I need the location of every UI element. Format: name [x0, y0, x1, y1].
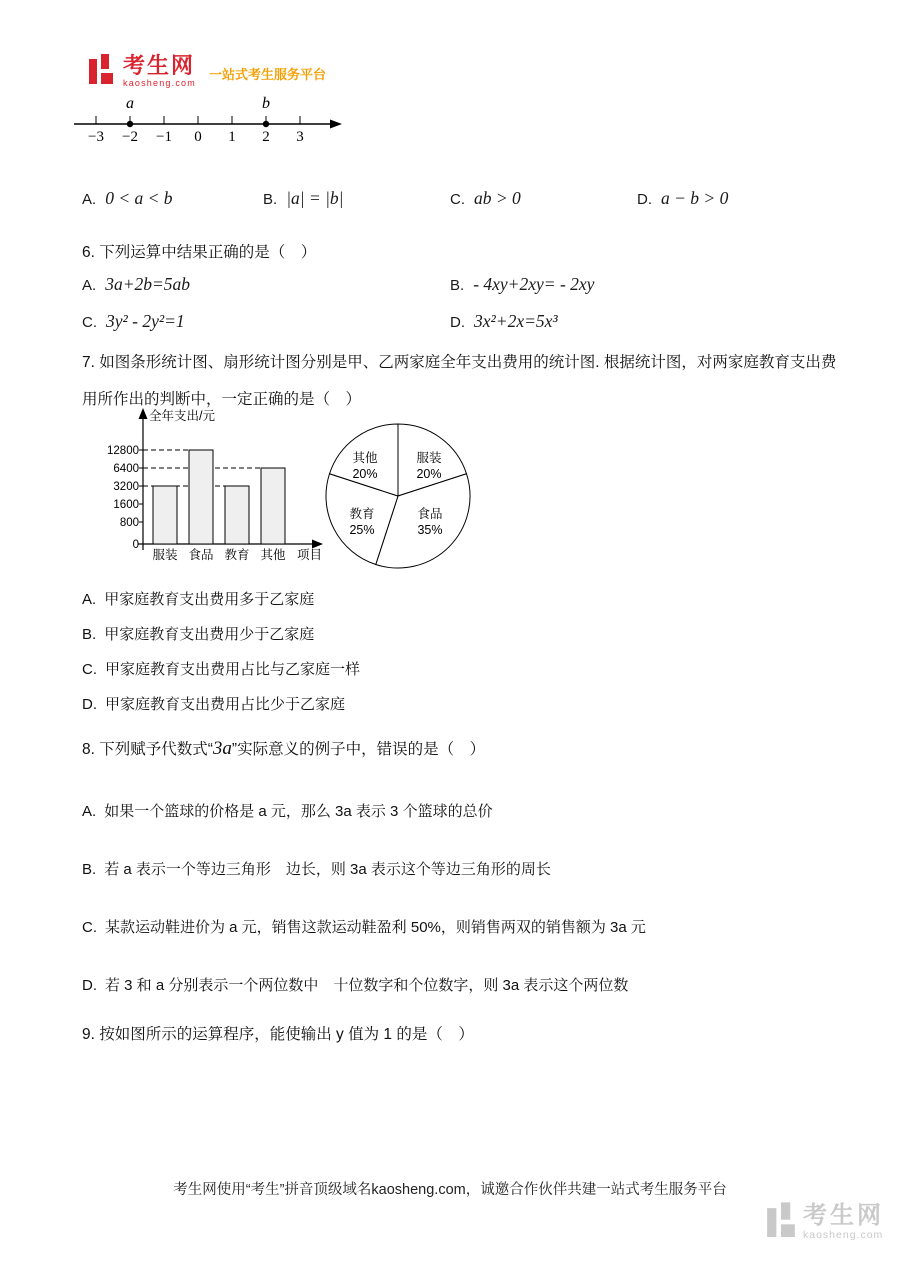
q7-option-b: B. 甲家庭教育支出费用少于乙家庭: [82, 626, 315, 643]
q6-option-d: D. 3x²+2x=5x³: [450, 311, 558, 331]
axis-arrow-icon: [330, 120, 342, 129]
watermark-site-name: 考生网: [803, 1202, 884, 1230]
bar-fuzhuang: [153, 486, 177, 544]
pie-chart-figure: [298, 404, 498, 589]
pie-value-shipin: 35%: [417, 523, 443, 537]
kaosheng-logo[interactable]: [88, 54, 326, 88]
y-tick-label: 0: [132, 539, 139, 551]
question-6-stem: 6. 下列运算中结果正确的是（ ）: [82, 244, 317, 261]
tick-label: −2: [122, 129, 138, 145]
pie-chart: [298, 404, 498, 584]
x-category-label: 教育: [224, 548, 250, 562]
question-6-options-row2: [82, 311, 862, 339]
footer-text: 考生网使用“考生”拼音顶级域名kaosheng.com，诚邀合作伙伴共建一站式考生服务平台: [173, 1182, 727, 1198]
pie-label-jiaoyu: 教育: [349, 507, 375, 521]
question-7-stem: 7. 如图条形统计图、扇形统计图分别是甲、乙两家庭全年支出费用的统计图. 根据统计图，对两家庭教育支出费用所作出的判断中，一定正确的是（ ）: [82, 354, 837, 408]
bar-shipin: [189, 450, 213, 544]
kaosheng-logo-icon: [88, 54, 114, 88]
y-tick-label: 3200: [113, 481, 139, 493]
pie-value-fuzhuang: 20%: [416, 467, 442, 481]
tick-label: 3: [296, 129, 304, 145]
y-tick-label: 12800: [107, 445, 139, 457]
y-axis-arrow-icon: [139, 408, 148, 419]
number-line-svg: [70, 94, 350, 146]
point-b-dot: [263, 121, 269, 127]
pie-label-fuzhuang: 服装: [416, 451, 442, 465]
q5-option-c: C. ab > 0: [450, 188, 521, 208]
x-category-label: 其他: [260, 548, 286, 562]
watermark-text-block: [803, 1203, 884, 1240]
logo-domain-text: kaosheng.com: [123, 77, 196, 88]
logo-tagline: 一站式考生服务平台: [208, 66, 326, 82]
bar-chart-y-axis-label: 全年支出/元: [149, 409, 215, 423]
question-6-options-row1: [82, 274, 862, 302]
q7-option-c: C. 甲家庭教育支出费用占比与乙家庭一样: [82, 661, 361, 678]
kaosheng-watermark: [766, 1202, 884, 1242]
q6-option-b: B. - 4xy+2xy= - 2xy: [450, 274, 595, 294]
point-a-dot: [127, 121, 133, 127]
question-8-stem: 8. 下列赋予代数式“3a”实际意义的例子中，错误的是（ ）: [82, 738, 486, 759]
logo-site-name: 考生网: [123, 53, 196, 79]
q7-option-a: A. 甲家庭教育支出费用多于乙家庭: [82, 591, 315, 608]
q5-option-a: A. 0 < a < b: [82, 188, 173, 208]
point-b-label: b: [262, 95, 270, 112]
watermark-domain: kaosheng.com: [803, 1228, 884, 1241]
bar-jiaoyu: [225, 486, 249, 544]
inline-math-3a: 3a: [212, 738, 232, 759]
q8-option-d: D. 若 3 和 a 分别表示一个两位数中 十位数字和个位数字，则 3a 表示这个两位数: [82, 977, 629, 994]
question-5-options: [82, 188, 862, 216]
q8-option-a: A. 如果一个篮球的价格是 a 元，那么 3a 表示 3 个篮球的总价: [82, 803, 493, 820]
logo-text-block: [123, 54, 196, 87]
y-tick-label: 6400: [113, 463, 139, 475]
x-category-label: 服装: [152, 548, 178, 562]
pie-value-jiaoyu: 25%: [349, 523, 375, 537]
q6-option-a: A. 3a+2b=5ab: [82, 274, 191, 294]
q5-option-b: B. |a| = |b|: [263, 188, 344, 208]
q6-option-c: C. 3y² - 2y²=1: [82, 311, 185, 331]
tick-label: 0: [194, 129, 202, 145]
q8-option-c: C. 某款运动鞋进价为 a 元，销售这款运动鞋盈利 50%，则销售两双的销售额为 3a 元: [82, 919, 646, 936]
kaosheng-watermark-icon: [766, 1202, 796, 1242]
pie-value-qita: 20%: [352, 467, 378, 481]
y-tick-label: 800: [119, 517, 139, 529]
y-tick-label: 1600: [113, 499, 139, 511]
tick-label: 1: [228, 129, 236, 145]
pie-label-qita: 其他: [352, 451, 378, 465]
point-a-label: a: [126, 95, 134, 112]
x-category-label: 食品: [188, 548, 214, 562]
bar-chart-x-axis-label: 项目: [297, 548, 323, 562]
tick-label: −1: [156, 129, 172, 145]
question-9-stem: 9. 按如图所示的运算程序，能使输出 y 值为 1 的是（ ）: [82, 1026, 474, 1043]
number-line-figure: [70, 94, 350, 151]
bar-qita: [261, 468, 285, 544]
q8-option-b: B. 若 a 表示一个等边三角形 边长，则 3a 表示这个等边三角形的周长: [82, 861, 551, 878]
pie-label-shipin: 食品: [417, 507, 443, 521]
q7-option-d: D. 甲家庭教育支出费用占比少于乙家庭: [82, 696, 346, 713]
tick-label: −3: [88, 129, 104, 145]
q5-option-d: D. a − b > 0: [637, 188, 729, 208]
tick-label: 2: [262, 129, 270, 145]
